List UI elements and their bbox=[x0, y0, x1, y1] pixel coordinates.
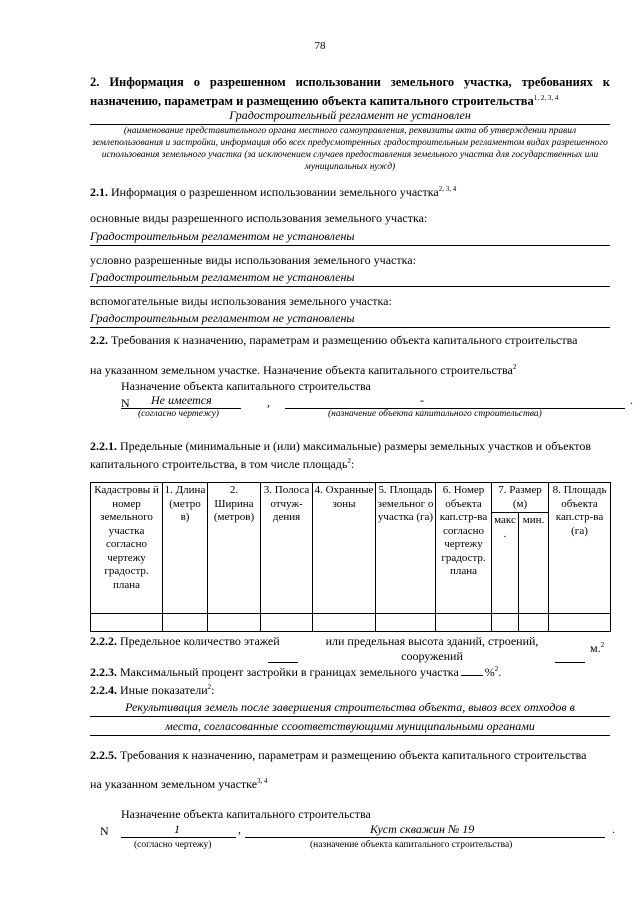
section-2-2-5-line1: Требования к назначению, параметрам и размещению объекта капитального строительства bbox=[117, 748, 587, 762]
section-sup: 2 bbox=[512, 363, 517, 371]
divider bbox=[555, 662, 585, 663]
regulation-note: (наименование представительного органа местного самоуправления, реквизиты акта об утверждении правил землепользования и застройки, информация обо всех предусмотренных градостроительным регламентом видах разрешенного использования земельного участка (за исключением случаев предоставления земельного участка для государственных или муниципальных нужд) bbox=[92, 126, 608, 172]
n-value: Не имеется bbox=[151, 393, 212, 407]
section-number: 2.2.4. bbox=[90, 683, 117, 697]
n-label: N bbox=[100, 824, 109, 838]
section-2-2-line1: Требования к назначению, параметрам и размещению объекта капитального строительства bbox=[108, 333, 578, 347]
comma: , bbox=[267, 395, 270, 409]
table-header-cell: 1. Длина (метро в) bbox=[163, 483, 208, 614]
section-2-2-5-text bbox=[90, 748, 610, 763]
section-2-2-3-text bbox=[90, 665, 610, 680]
table-header-cell: 3. Полоса отчуж-дения bbox=[261, 483, 313, 614]
main-uses-label: основные виды разрешенного использования земельного участка: bbox=[90, 211, 428, 225]
table-cell bbox=[261, 614, 313, 632]
unit: м. bbox=[590, 641, 601, 655]
caption-purpose: (назначение объекта капитального строительства) bbox=[310, 840, 513, 850]
section-number: 2.2.5. bbox=[90, 748, 117, 762]
main-uses-value: Градостроительным регламентом не установлены bbox=[90, 229, 355, 243]
purpose-value: - bbox=[420, 393, 424, 407]
auxiliary-uses-label: вспомогательные виды использования земельного участка: bbox=[90, 294, 392, 308]
section-2-2-1-body: Предельные (минимальные и (или) максимальные) размеры земельных участков и объектов капитального строительства, в том числе площадь bbox=[90, 439, 591, 471]
period: . bbox=[498, 665, 502, 679]
section-2-heading-text: 2. Информация о разрешенном использовании земельного участка, требованиях к назначению, параметрам и размещению объекта капитального строительства bbox=[90, 75, 610, 109]
period: . bbox=[612, 822, 615, 836]
table-row bbox=[91, 614, 611, 632]
section-sup: 2 bbox=[347, 457, 351, 465]
table-header-cell: 4. Охранные зоны bbox=[313, 483, 376, 614]
n-label: N bbox=[121, 396, 130, 410]
divider bbox=[90, 716, 610, 717]
divider bbox=[90, 286, 610, 287]
section-sup: 2 bbox=[207, 683, 212, 691]
section-number: 2.2.2. bbox=[90, 634, 117, 648]
section-number: 2.1. bbox=[90, 185, 108, 199]
section-2-2-1-text bbox=[90, 439, 610, 472]
table-header-cell: Кадастровы й номер земельного участка согласно чертежу градостр. плана bbox=[91, 483, 163, 614]
divider bbox=[90, 735, 610, 736]
table-header-cell: 7. Размер (м) bbox=[492, 483, 549, 513]
table-cell bbox=[519, 614, 549, 632]
page-number: 78 bbox=[314, 40, 326, 52]
blank-line bbox=[461, 675, 483, 676]
section-2-2-line2 bbox=[90, 363, 610, 378]
table-cell bbox=[163, 614, 208, 632]
section-2-2-5-line2-text: на указанном земельном участке bbox=[90, 777, 258, 791]
percent-sign: % bbox=[484, 665, 495, 679]
regulation-status: Градостроительный регламент не установлен bbox=[229, 108, 471, 122]
section-number: 2.2. bbox=[90, 333, 108, 347]
table-cell bbox=[313, 614, 376, 632]
table-header-cell: 5. Площадь земельног о участка (га) bbox=[376, 483, 436, 614]
purpose-value: Куст скважин № 19 bbox=[370, 822, 475, 836]
table-cell bbox=[436, 614, 492, 632]
period: . bbox=[630, 393, 633, 407]
other-indicators-value-2: места, согласованные ссоответствующими муниципальными органами bbox=[165, 719, 535, 733]
section-sup: 2 bbox=[600, 641, 605, 649]
table-header-row bbox=[91, 483, 611, 513]
caption-purpose: (назначение объекта капитального строительства) bbox=[328, 409, 542, 419]
conditional-uses-label: условно разрешенные виды использования земельного участка: bbox=[90, 253, 416, 267]
other-indicators-label: Иные показатели bbox=[117, 683, 208, 697]
dimensions-table bbox=[90, 482, 611, 632]
section-sup: 2 bbox=[494, 665, 499, 673]
n-value: 1 bbox=[174, 822, 180, 836]
section-2-heading-sup: 1, 2, 3, 4 bbox=[533, 94, 559, 102]
other-indicators-value-1: Рекультивация земель после завершения строительства объекта, вывоз всех отходов в bbox=[125, 700, 575, 714]
caption-n: (согласно чертежу) bbox=[138, 409, 219, 419]
height-unit bbox=[590, 641, 620, 656]
table-cell bbox=[208, 614, 261, 632]
section-2-2-line2-text: на указанном земельном участке. Назначение объекта капитального строительства bbox=[90, 363, 513, 377]
table-header-cell: макс . bbox=[492, 513, 519, 614]
table-cell bbox=[91, 614, 163, 632]
section-title: Информация о разрешенном использовании земельного участка bbox=[108, 185, 439, 199]
section-number: 2.2.1. bbox=[90, 439, 117, 453]
table-header-cell: 8. Площадь объекта кап.стр-ва (га) bbox=[549, 483, 611, 614]
section-2-2-2-part1 bbox=[90, 634, 320, 649]
purpose-label: Назначение объекта капитального строительства bbox=[121, 379, 371, 393]
table-cell bbox=[549, 614, 611, 632]
table-cell bbox=[376, 614, 436, 632]
section-2-2-text bbox=[90, 333, 610, 348]
purpose-label: Назначение объекта капитального строительства bbox=[121, 807, 371, 821]
divider bbox=[90, 327, 610, 328]
table-header-cell: мин. bbox=[519, 513, 549, 614]
comma: , bbox=[238, 822, 241, 836]
section-2-1-title bbox=[90, 185, 610, 200]
section-sup: 3, 4 bbox=[257, 777, 268, 785]
table-header-cell: 2. Ширина (метров) bbox=[208, 483, 261, 614]
section-2-2-4-text bbox=[90, 683, 610, 698]
colon: : bbox=[211, 683, 215, 697]
caption-n: (согласно чертежу) bbox=[134, 840, 212, 850]
section-number: 2.2.3. bbox=[90, 665, 117, 679]
table-cell bbox=[492, 614, 519, 632]
section-2-2-5-line2 bbox=[90, 777, 610, 792]
section-sup: 2, 3, 4 bbox=[438, 185, 457, 193]
auxiliary-uses-value: Градостроительным регламентом не установлены bbox=[90, 311, 355, 325]
divider bbox=[268, 662, 298, 663]
divider bbox=[245, 837, 605, 838]
conditional-uses-value: Градостроительным регламентом не установлены bbox=[90, 270, 355, 284]
divider bbox=[121, 837, 236, 838]
max-percent-label: Максимальный процент застройки в границах земельного участка bbox=[117, 665, 459, 679]
colon: : bbox=[350, 457, 355, 471]
height-label: или предельная высота зданий, строений, сооружений bbox=[325, 634, 539, 663]
floors-label: Предельное количество этажей bbox=[117, 634, 280, 648]
section-2-heading bbox=[90, 74, 610, 109]
divider bbox=[90, 245, 610, 246]
table-header-cell: 6. Номер объекта кап.стр-ва согласно чертежу градостр. плана bbox=[436, 483, 492, 614]
